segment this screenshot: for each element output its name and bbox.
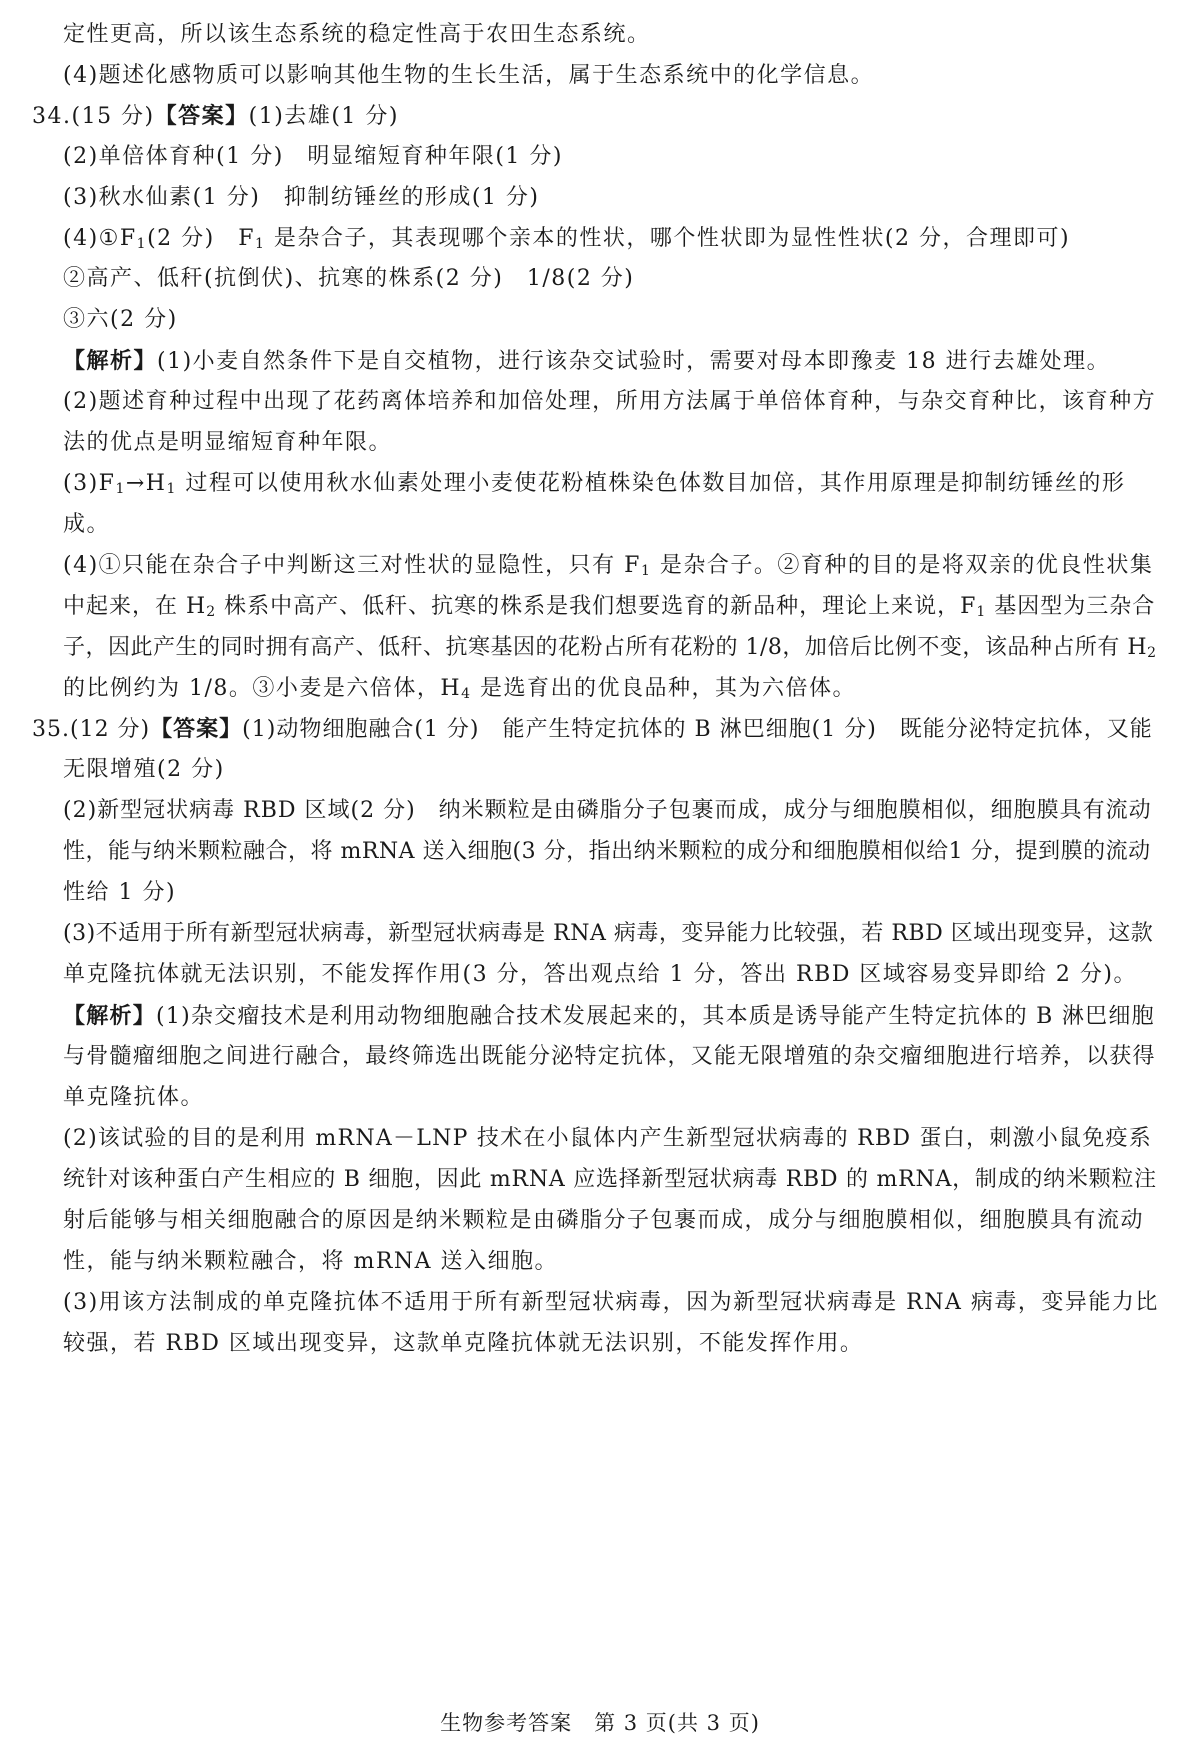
- text-line: (2)题述育种过程中出现了花药离体培养和加倍处理，所用方法属于单倍体育种，与杂交育种比，该育种方: [63, 389, 1157, 414]
- text-fragment: 是杂合子。②育种的目的是将双亲的优良性状集: [651, 553, 1154, 578]
- text-fragment: (2 分) F: [147, 226, 255, 251]
- subscript: 1: [640, 563, 652, 579]
- text-fragment: (1)小麦自然条件下是自交植物，进行该杂交试验时，需要对母本即豫麦 18 进行去雄处理。: [157, 349, 1111, 374]
- analysis-label: 【解析】: [63, 1003, 157, 1029]
- text-fragment: (1)去雄(1 分): [248, 104, 399, 129]
- text-line: (4)题述化感物质可以影响其他生物的生长生活，属于生态系统中的化学信息。: [63, 63, 875, 88]
- text-line: [63, 1001, 1155, 1032]
- text-line: 统针对该种蛋白产生相应的 B 细胞，因此 mRNA 应选择新型冠状病毒 RBD 的 mRNA，制成的纳米颗粒注: [63, 1167, 1157, 1192]
- text-fragment: (4)①只能在杂合子中判断这三对性状的显隐性，只有 F: [63, 553, 641, 578]
- subscript: 1: [136, 236, 148, 252]
- subscript: 1: [255, 236, 266, 252]
- text-fragment: 基因型为三杂合: [986, 594, 1156, 619]
- text-line: [63, 346, 1110, 377]
- text-fragment: 是杂合子，其表现哪个亲本的性状，哪个性状即为显性性状(2 分，合理即可): [265, 226, 1071, 251]
- text-line: (2)单倍体育种(1 分) 明显缩短育种年限(1 分): [63, 144, 563, 169]
- text-line: [63, 224, 1070, 259]
- text-line: [63, 551, 1153, 586]
- subscript: 1: [976, 604, 987, 620]
- text-line: (3)用该方法制成的单克隆抗体不适用于所有新型冠状病毒，因为新型冠状病毒是 RNA 病毒，变异能力比: [63, 1290, 1159, 1315]
- text-line: (3)不适用于所有新型冠状病毒，新型冠状病毒是 RNA 病毒，变异能力比较强，若 RBD 区域出现变异，这款: [63, 921, 1154, 946]
- text-line: 性，能与纳米颗粒融合，将 mRNA 送入细胞。: [63, 1249, 559, 1274]
- text-fragment: (1)动物细胞融合(1 分) 能产生特定抗体的 B 淋巴细胞(1 分) 既能分泌特定抗体，又能: [242, 717, 1153, 742]
- subscript: 2: [206, 604, 217, 620]
- text-fragment: 中起来，在 H: [63, 594, 207, 619]
- text-line: 射后能够与相关细胞融合的原因是纳米颗粒是由磷脂分子包裹而成，成分与细胞膜相似，细胞膜具有流动: [63, 1208, 1145, 1233]
- text-line: 成。: [63, 512, 111, 537]
- subscript: 4: [461, 686, 472, 702]
- analysis-label: 【解析】: [63, 348, 158, 374]
- text-fragment: (1)杂交瘤技术是利用动物细胞融合技术发展起来的，其本质是诱导能产生特定抗体的 B 淋巴细胞: [156, 1004, 1155, 1029]
- question-34-line: [32, 101, 399, 132]
- text-line: 性给 1 分): [63, 880, 177, 905]
- text-line: ③六(2 分): [63, 307, 178, 332]
- answer-label: 【答案】: [150, 716, 243, 742]
- text-line: 单克隆抗体。: [63, 1085, 205, 1110]
- text-fragment: 的比例约为 1/8。③小麦是六倍体，H: [63, 676, 462, 701]
- text-line: 与骨髓瘤细胞之间进行融合，最终筛选出既能分泌特定抗体，又能无限增殖的杂交瘤细胞进行培养，以获得: [63, 1044, 1156, 1069]
- text-line: 单克隆抗体就无法识别，不能发挥作用(3 分，答出观点给 1 分，答出 RBD 区域容易变异即给 2 分)。: [63, 962, 1137, 987]
- text-line: [63, 592, 1155, 627]
- answer-label: 【答案】: [154, 103, 249, 129]
- text-line: ②高产、低秆(抗倒伏)、抗寒的株系(2 分) 1/8(2 分): [63, 266, 635, 291]
- text-line: 无限增殖(2 分): [63, 757, 225, 782]
- text-line: 较强，若 RBD 区域出现变异，这款单克隆抗体就无法识别，不能发挥作用。: [63, 1331, 864, 1356]
- question-number: 34.(15 分): [32, 104, 155, 129]
- page-footer: 生物参考答案 第 3 页(共 3 页): [440, 1711, 760, 1735]
- text-fragment: (3)F: [63, 471, 116, 496]
- text-line: 性，能与纳米颗粒融合，将 mRNA 送入细胞(3 分，指出纳米颗粒的成分和细胞膜相似给1 分，提到膜的流动: [63, 839, 1151, 864]
- subscript: 1: [115, 481, 126, 497]
- text-fragment: →H: [125, 471, 167, 496]
- text-line: (2)新型冠状病毒 RBD 区域(2 分) 纳米颗粒是由磷脂分子包裹而成，成分与细胞膜相似，细胞膜具有流动: [63, 798, 1152, 823]
- text-line: [63, 674, 856, 709]
- text-line: 定性更高，所以该生态系统的稳定性高于农田生态系统。: [63, 22, 651, 47]
- text-fragment: 过程可以使用秋水仙素处理小麦使花粉植株染色体数目加倍，其作用原理是抑制纺锤丝的形: [176, 471, 1126, 496]
- question-number: 35.(12 分): [32, 717, 151, 742]
- text-fragment: 子，因此产生的同时拥有高产、低秆、抗寒基因的花粉占所有花粉的 1/8，加倍后比例不变，该品种占所有 H: [63, 635, 1148, 660]
- text-fragment: 株系中高产、低秆、抗寒的株系是我们想要选育的新品种，理论上来说，F: [216, 594, 977, 619]
- text-fragment: 是选育出的优良品种，其为六倍体。: [471, 676, 857, 701]
- subscript: 1: [166, 481, 177, 497]
- text-line: 法的优点是明显缩短育种年限。: [63, 430, 393, 455]
- question-35-line: [32, 714, 1153, 745]
- text-line: (3)秋水仙素(1 分) 抑制纺锤丝的形成(1 分): [63, 185, 540, 210]
- text-fragment: (4)①F: [63, 226, 137, 251]
- subscript: 2: [1147, 645, 1157, 661]
- text-line: [63, 469, 1125, 504]
- text-line: [63, 633, 1157, 668]
- text-line: (2)该试验的目的是利用 mRNA－LNP 技术在小鼠体内产生新型冠状病毒的 RBD 蛋白，刺激小鼠免疫系: [63, 1126, 1152, 1151]
